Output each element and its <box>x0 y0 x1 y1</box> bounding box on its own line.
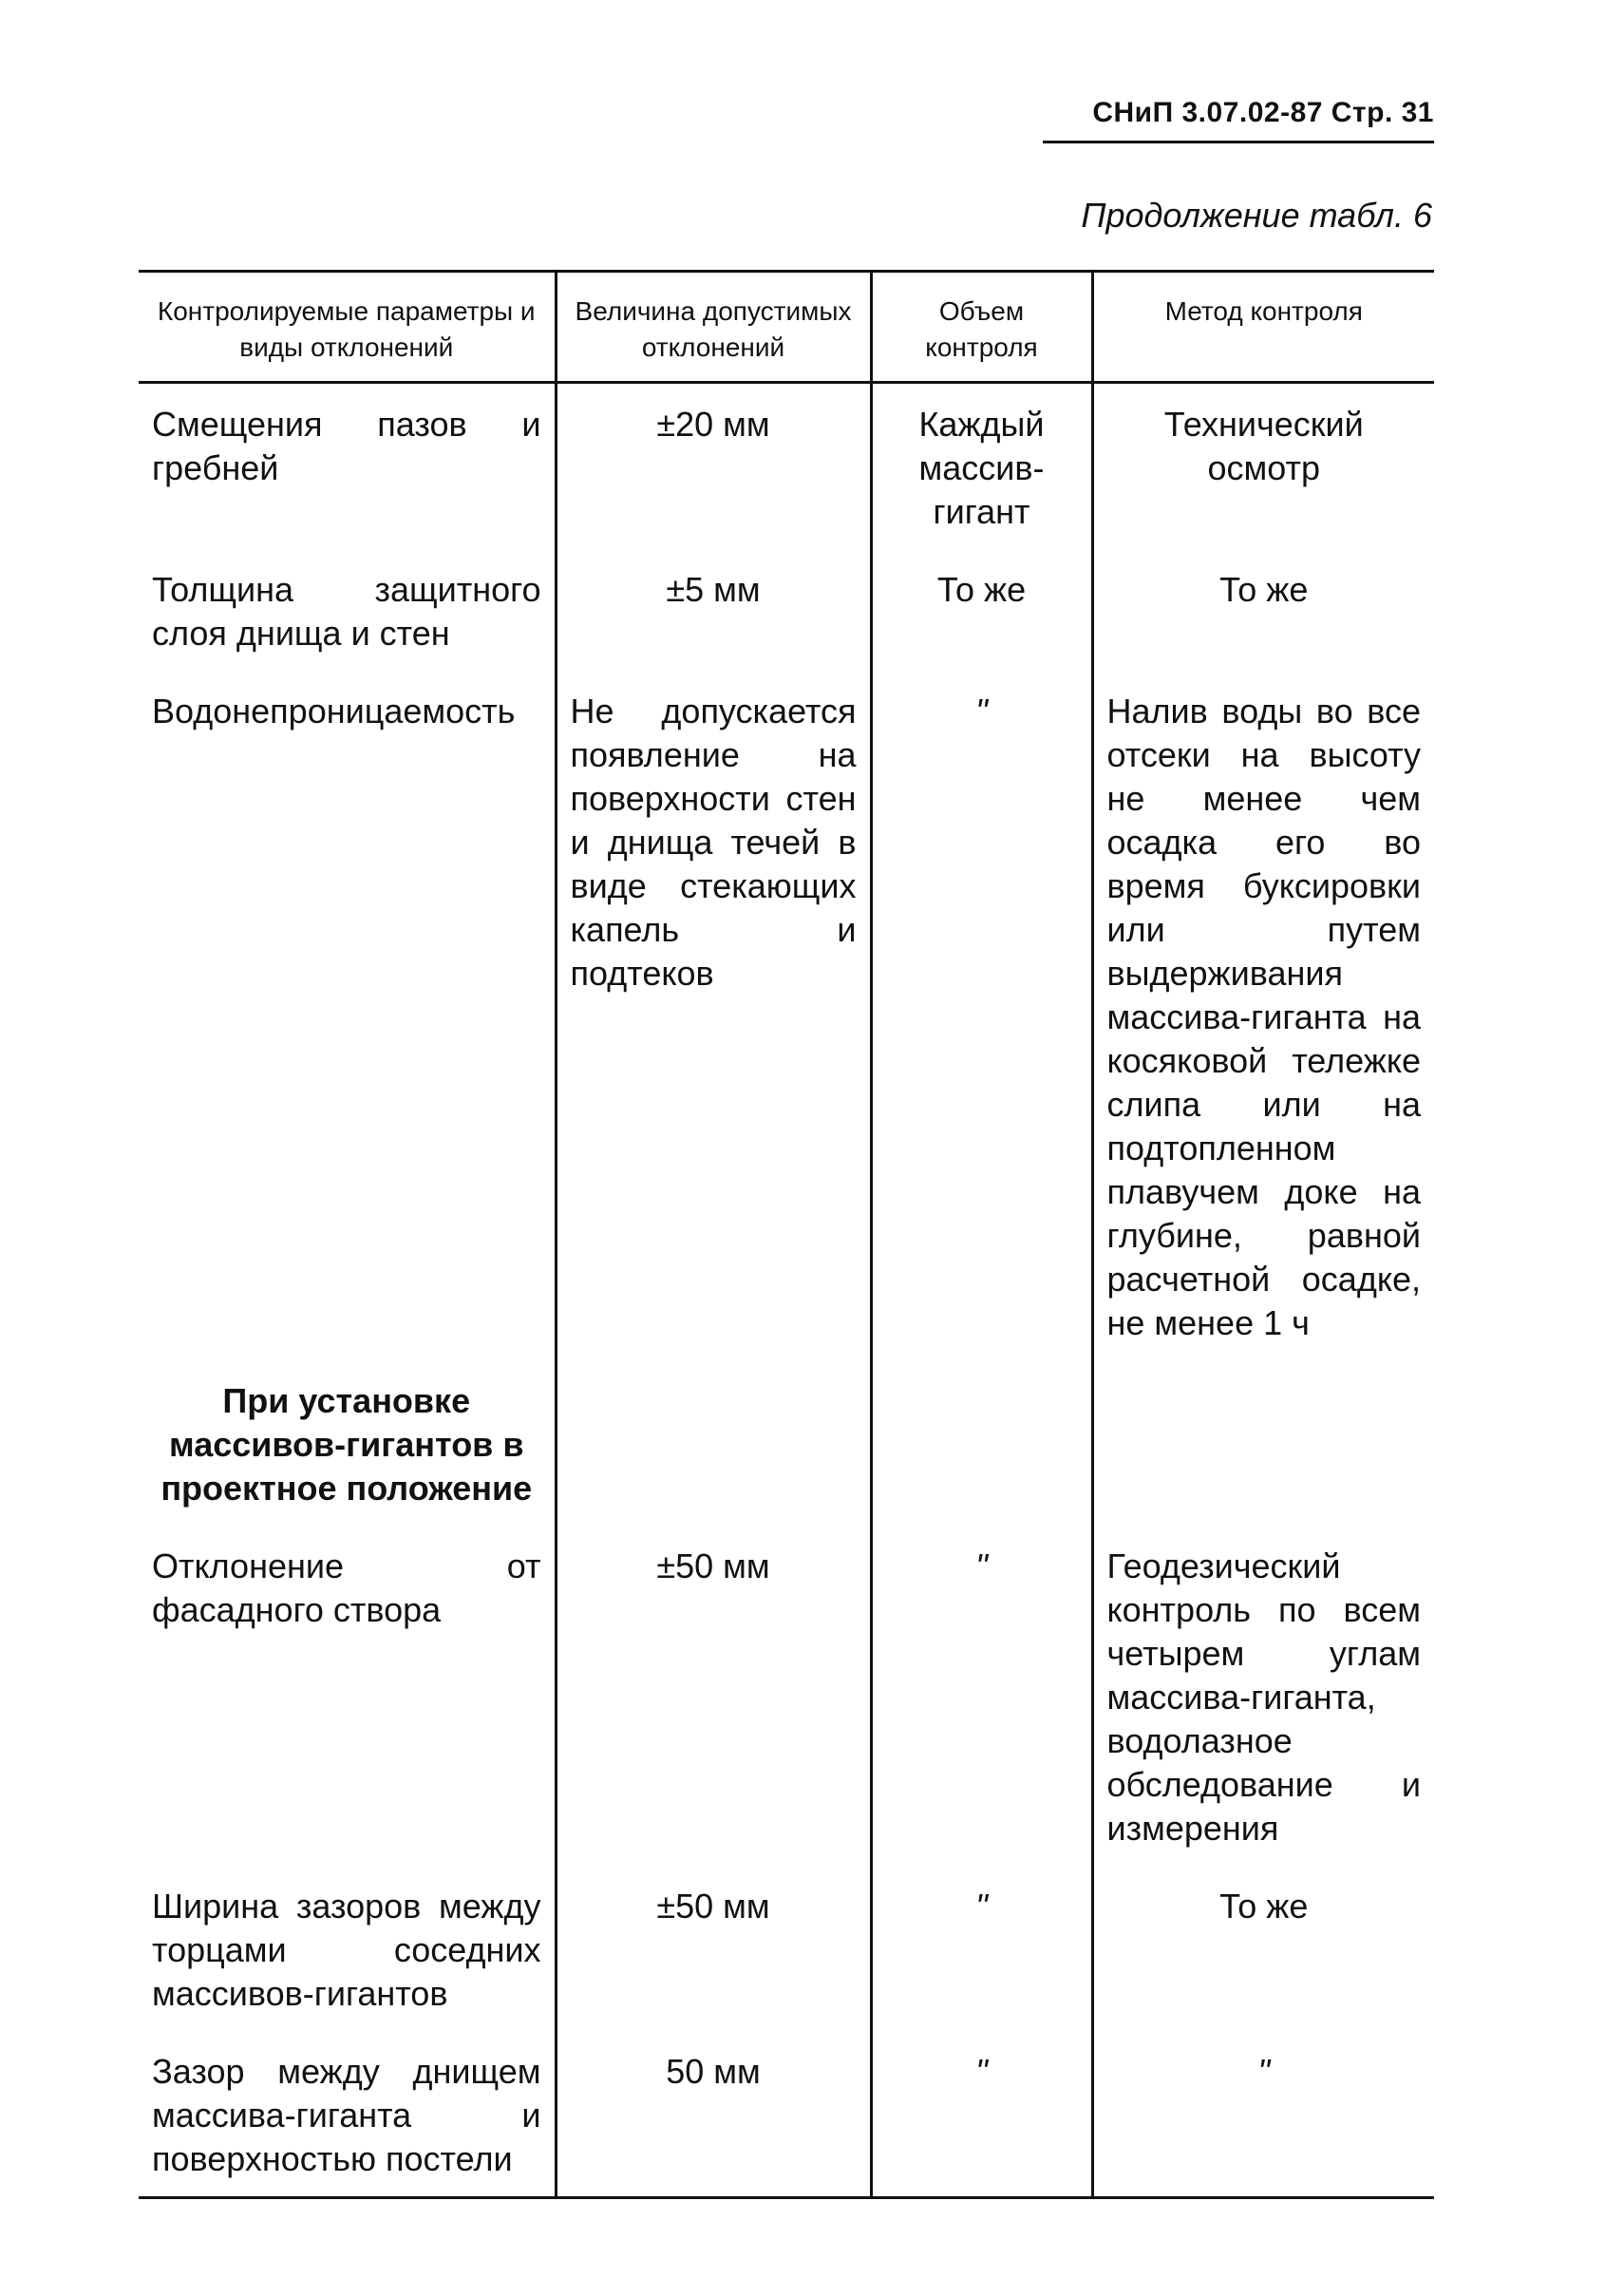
table-row <box>139 549 1434 671</box>
page-header: СНиП 3.07.02-87 Стр. 31 <box>1043 89 1434 143</box>
scope-cell: " <box>871 1866 1092 2031</box>
section-row <box>139 1360 1434 1526</box>
parameter-cell: Толщина защитного слоя днища и стен <box>152 570 541 653</box>
column-header-parameters: Контролируемые параметры и виды отклонений <box>139 272 556 383</box>
scope-cell: " <box>871 1526 1092 1866</box>
table-row <box>139 383 1434 550</box>
table-row <box>139 1526 1434 1866</box>
parameter-cell: Водонепроницаемость <box>152 692 516 731</box>
parameter-cell: Зазор между днищем массива-гиганта и поверхностью постели <box>139 2031 556 2198</box>
table-header <box>139 272 1434 383</box>
table-row <box>139 671 1434 1360</box>
tolerance-cell: ±50 мм <box>556 1526 871 1866</box>
tolerance-cell: ±50 мм <box>556 1866 871 2031</box>
parameter-cell: Смещения пазов и гребней <box>152 405 541 487</box>
empty-cell <box>1092 1360 1434 1526</box>
column-header-method: Метод контроля <box>1092 272 1434 383</box>
tolerance-cell: ±5 мм <box>556 549 871 671</box>
column-header-scope: Объем контроля <box>871 272 1092 383</box>
scope-cell: " <box>871 2031 1092 2198</box>
scope-cell: " <box>871 671 1092 1360</box>
table-row <box>139 2031 1434 2198</box>
scope-cell: То же <box>871 549 1092 671</box>
method-cell: Налив воды во все отсеки на высоту не менее чем осадка его во время буксировки или путем выдерживания массива-гиганта на косяковой тележке слипа или на подтопленном плавучем доке на глубине, равной расчетной осадке, не менее 1 ч <box>1092 671 1434 1360</box>
tolerance-cell: 50 мм <box>556 2031 871 2198</box>
section-title: При установке массивов-гигантов в проектное положение <box>160 1381 533 1508</box>
empty-cell <box>556 1360 871 1526</box>
method-cell: Технический осмотр <box>1092 383 1434 550</box>
scope-cell: Каждый массив-гигант <box>871 383 1092 550</box>
empty-cell <box>871 1360 1092 1526</box>
table-row <box>139 1866 1434 2031</box>
parameter-cell: Отклонение от фасадного створа <box>152 1546 541 1629</box>
column-header-tolerance: Величина допустимых отклонений <box>556 272 871 383</box>
method-cell: " <box>1092 2031 1434 2198</box>
parameter-cell: Ширина зазоров между торцами соседних массивов-гигантов <box>152 1887 541 2013</box>
method-cell: То же <box>1092 1866 1434 2031</box>
table-body <box>139 383 1434 2198</box>
tolerance-cell: ±20 мм <box>556 383 871 550</box>
method-cell: Геодезический контроль по всем четырем углам массива-гиганта, водолазное обследование и измерения <box>1092 1526 1434 1866</box>
tolerance-cell: Не допускается появление на поверхности стен и днища течей в виде стекающих капель и подтеков <box>556 671 871 1360</box>
table-caption: Продолжение табл. 6 <box>1081 196 1432 235</box>
control-table <box>139 270 1434 2199</box>
method-cell: То же <box>1092 549 1434 671</box>
